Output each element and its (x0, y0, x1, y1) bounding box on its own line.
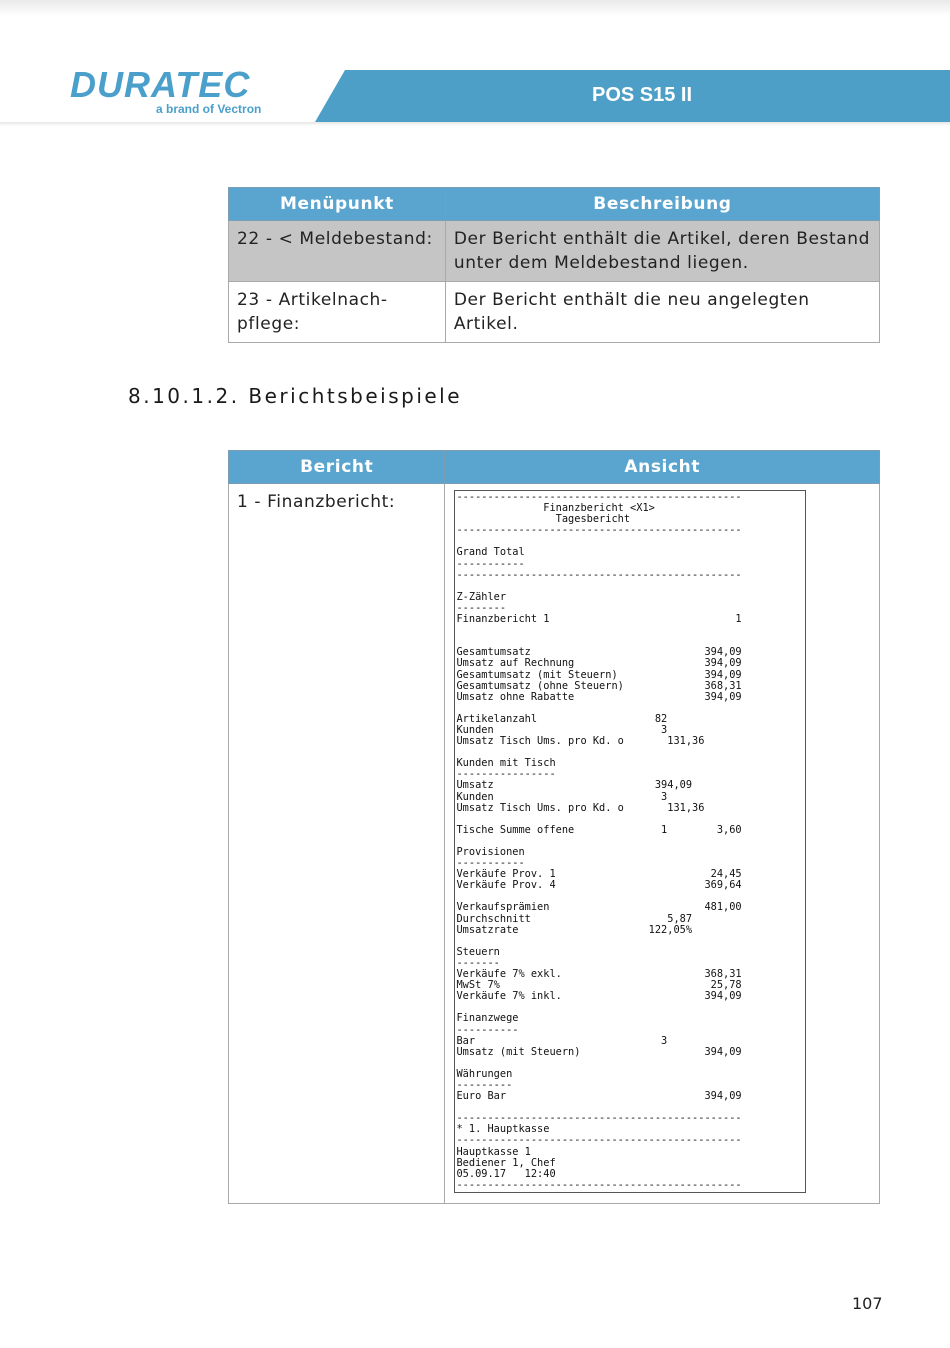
brand-logo: DURATEC (70, 64, 251, 105)
report-view-cell (445, 484, 880, 1204)
table-header-row (229, 188, 880, 221)
report-item-cell: 1 - Finanzbericht: (229, 484, 445, 1204)
column-header: Menüpunkt (229, 188, 446, 221)
table-row (229, 221, 880, 282)
column-header: Ansicht (445, 451, 880, 484)
menu-item-cell: 22 - < Meldebestand: (229, 221, 446, 282)
header-shadow (0, 0, 950, 16)
menu-table (228, 187, 880, 343)
receipt-preview (454, 490, 806, 1193)
report-table (228, 450, 880, 1204)
description-cell: Der Bericht enthält die Artikel, deren Bestand unter dem Meldebestand liegen. (445, 221, 879, 282)
menu-item-cell: 23 - Artikelnach-pflege: (229, 282, 446, 343)
product-title: POS S15 II (592, 84, 693, 106)
column-header: Bericht (229, 451, 445, 484)
table-row (229, 282, 880, 343)
table-header-row (229, 451, 880, 484)
page-header (0, 0, 950, 130)
brand-tagline: a brand of Vectron (156, 102, 262, 116)
page-number: 107 (852, 1294, 883, 1313)
column-header: Beschreibung (445, 188, 879, 221)
section-heading: 8.10.1.2. Berichtsbeispiele (128, 384, 463, 408)
header-divider (0, 122, 950, 126)
receipt-text: ---------------------------------------------- Finanzbericht <X1> Tagesbericht ---------------------------------------------- Grand Total ----------- ---------------------------------------------- Z-Zähler -------- Finanzbericht 1 1 Gesamtumsatz 394,09 Umsatz auf Rechnung 394,09 Gesamtumsatz (mit Steuern) 394,09 Gesamtumsatz (ohne Steuern) 368,31 Umsatz ohne Rabatte 394,09 Artikelanzahl 82 Kunden 3 Umsatz Tisch Ums. pro Kd. o 131,36 Kunden mit Tisch ---------------- Umsatz 394,09 Kunden 3 Umsatz Tisch Ums. pro Kd. o 131,36 Tische Summe offene 1 3,60 Provisionen ----------- Verkäufe Prov. 1 24,45 Verkäufe Prov. 4 369,64 Verkaufsprämien 481,00 Durchschnitt 5,87 Umsatzrate 122,05% Steuern ------- Verkäufe 7% exkl. 368,31 MwSt 7% 25,78 Verkäufe 7% inkl. 394,09 Finanzwege ---------- Bar 3 Umsatz (mit Steuern) 394,09 Währungen --------- Euro Bar 394,09 ---------------------------------------------- * 1. Hauptkasse ---------------------------------------------- Hauptkasse 1 Bediener 1, Chef 05.09.17 12:40 ---------------------------------------------- (456, 491, 742, 1191)
description-cell: Der Bericht enthält die neu angelegten Artikel. (445, 282, 879, 343)
table-row (229, 484, 880, 1204)
